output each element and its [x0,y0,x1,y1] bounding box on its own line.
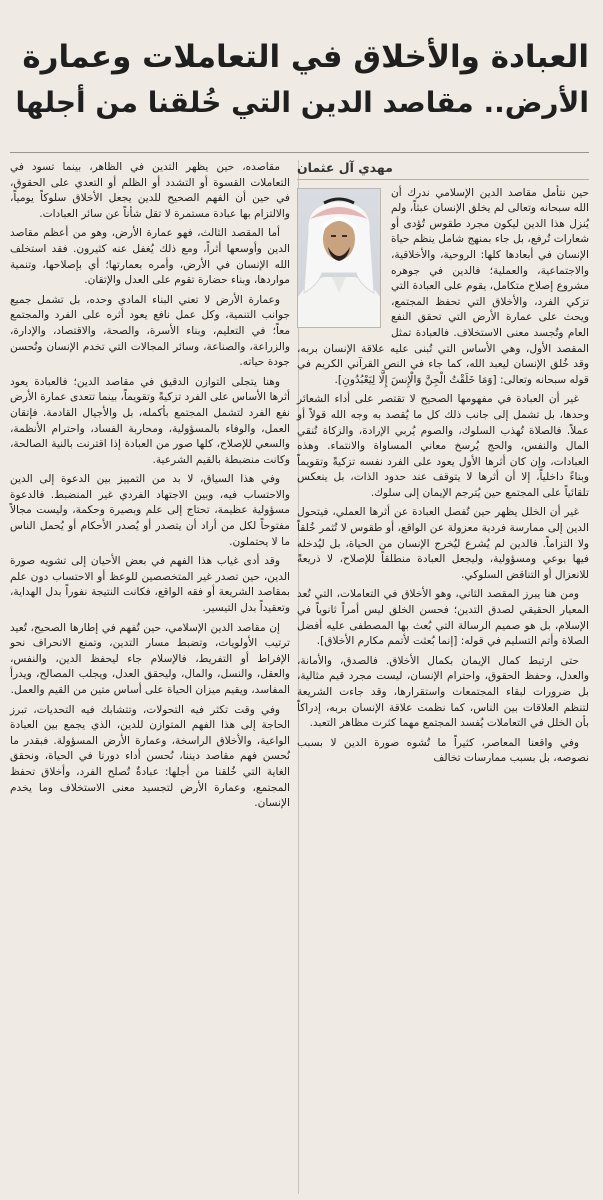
left-column [10,160,290,816]
paragraph: وفي وقت تكثر فيه التحولات، وتتشابك فيه التحديات، تبرز الحاجة إلى هذا الفهم المتوازن للدين، الذي يجمع بين العبادة الواعية، والأخلاق الراسخة، وعمارة الأرض المسؤولة. فبقدر ما نُحسن فهم مقاصد ديننا، نُحسن أداء دورنا في الحياة، ونحقق الغاية التي خُلقنا من أجلها: عبادةٌ تُصلح الفرد، وأخلاق تحفظ المجتمع، وعمارة الأرض لتجسيد معنى الاستخلاف وما يخدم الإنسان. [10,703,290,810]
paragraph: أما المقصد الثالث، فهو عمارة الأرض، وهو من أعظم مقاصد الدين وأوسعها أثراً، ومع ذلك يُغفل عنه كثيرون. فقد استخلف الله الإنسان في الأرض، وأمره بعمارتها؛ أي بإصلاحها، وتنمية مواردها، وبناء حضارة تقوم على العدل والإتقان. [10,227,290,287]
paragraph: حين نتأمل مقاصد الدين الإسلامي ندرك أن الله سبحانه وتعالى لم يخلق الإنسان عبثاً، ولم يُنزل هذا الدين ليكون مجرد طقوس تُؤدى أو شعارات تُرفع، بل جاء بمنهج شامل ينظم حياة الإنسان في أبعادها كلها: الروحية، والأخلاقية، والاجتماعية، والعملية؛ فالدين في جوهره مشروع إصلاح متكامل، يقوم على العبادة التي تزكي الفرد، والأخلاق التي تحفظ المجتمع، ويحث على عمارة الأرض التي تحقق النفع العام وتُجسد معنى الاستخلاف. فالعبادة تمثل المقصد الأول، وهي الأساس التي تُبنى عليه علاقة الإنسان بربه، وقد خُلق الإنسان ليعبد الله، كما جاء في النص القرآني الكريم في قوله سبحانه وتعالى: [وَمَا خَلَقْتُ الْجِنَّ وَالْإِنسَ إِلَّا لِيَعْبُدُونِ]. [297,186,589,386]
headline-line-2: الأرض.. مقاصد الدين التي خُلقنا من أجلها [15,86,589,119]
paragraph: وهنا يتجلى التوازن الدقيق في مقاصد الدين؛ فالعبادة يعود أثرها الأساس على الفرد تزكيةً وتقويماً، بينما تتعدى عمارة الأرض نفع الفرد لتشمل المجتمع بأكمله، بل والأجيال القادمة. فإتقان العمل، والوفاء بالمسؤولية، ومحاربة الفساد، واحترام الأنظمة، والسعي للإصلاح، كلها صور من العبادة إذا اقترنت بالنية الصالحة، وكانت منضبطة بالقيم الشرعية. [9,375,290,466]
paragraph: مقاصده، حين يظهر التدين في الظاهر، بينما تسود في التعاملات القسوة أو التشدد أو الظلم أو التعدي على الحقوق، في حين أن الفهم الصحيح للدين يجعل الأخلاق سلوكاً يومياً، والالتزام بها عبادة مستمرة لا تقل شأناً عن سائر العبادات. [10,161,290,220]
headline [14,34,589,126]
author-portrait-icon [298,189,380,327]
headline-divider [10,152,589,153]
paragraph: وقد أدى غياب هذا الفهم في بعض الأحيان إلى تشويه صورة الدين، حين تصدر غير المتخصصين للوعظ أو الاحتساب دون علم بمقاصد الشريعة أو فقه الواقع، فكانت النتيجة نفوراً بدل الهداية، وتعقيداً بدل التيسير. [10,555,290,615]
author-byline: مهدي آل عثمان [297,160,589,180]
paragraph: غير أن الخلل يظهر حين تُفصل العبادة عن أثرها العملي، فيتحول الدين إلى ممارسة فردية معزولة عن الواقع، أو طقوس لا تُثمر خُلقاً ولا التزاماً. فالدين لم يُشرع ليُخرج الإنسان من الحياة، بل ليُدخله فيها بوعي ومسؤولية، وليجعل العبادة منطلقاً للإصلاح، لا ذريعةً للانعزال أو التناقض السلوكي. [297,506,589,581]
author-photo [297,188,381,328]
paragraph: ومن هنا يبرز المقصد الثاني، وهو الأخلاق في التعاملات، التي تُعد المعيار الحقيقي لصدق التدين؛ فحسن الخلق ليس أمراً ثانوياً في الإسلام، بل هو صميم الرسالة التي بُعث بها المصطفى عليه أفضل الصلاة وأتم التسليم في قوله: [إنما بُعثت لأتمم مكارم الأخلاق]. [297,588,589,648]
paragraph: غير أن العبادة في مفهومها الصحيح لا تقتصر على أداء الشعائر وحدها، بل تشمل إلى جانب ذلك كل ما يُقصد به وجه الله قولاً أو عملاً. فالصلاة تُهذب السلوك، والصوم يُربي الإرادة، والزكاة تُنقي المال والنفس، والحج يُرسخ معاني المساواة والانتماء. وهذه العبادات، وإن كان أثرها الأول يعود على الفرد نفسه تزكيةً وتقويماً وبناءً داخلياً، إلا أن أثرها لا يتوقف عند حدود الذات، بل ينعكس تلقائياً على المجتمع حين يُترجم الإيمان إلى سلوك. [297,393,589,499]
paragraph: وعمارة الأرض لا تعني البناء المادي وحده، بل تشمل جميع جوانب التنمية، وكل عمل نافع يعود أثره على الفرد والمجتمع معاً؛ في التعليم، وبناء الأسرة، والصحة، والاقتصاد، والإدارة، والزراعة، والصناعة، وسائر المجالات التي تخدم الإنسان وتُحسن جودة حياته. [10,293,290,369]
paragraph: حتى ارتبط كمال الإيمان بكمال الأخلاق. فالصدق، والأمانة، والعدل، وحفظ الحقوق، واحترام الإنسان، ليست مجرد قيم مثالية، بل ضرورات لبقاء المجتمعات واستقرارها، وقد جاءت الشريعة لتنظم العلاقات بين الناس، كما نظمت علاقة الإنسان بربه، إدراكاً بأن الخلل في التعاملات يُفسد المجتمع مهما كثرت مظاهر التعبد. [297,654,589,730]
headline-line-1: العبادة والأخلاق في التعاملات وعمارة [22,39,589,75]
right-column [297,160,589,771]
paragraph: وفي واقعنا المعاصر، كثيراً ما تُشوه صورة الدين لا بسبب نصوصه، بل بسبب ممارسات تخالف [297,736,589,765]
paragraph: إن مقاصد الدين الإسلامي، حين تُفهم في إطارها الصحيح، تُعيد ترتيب الأولويات، وتضبط مسار التدين، وتمنع الانحراف نحو الإفراط أو التفريط، فالإسلام جاء ليحفظ الدين، والنفس، والعقل، والنسل، والمال، وليحقق العدل، ويجلب المصالح، ويدرأ المفاسد، ويقيم ميزان الحياة على أساس متين من القيم والعمل. [10,621,290,696]
paragraph: وفي هذا السياق، لا بد من التمييز بين الدعوة إلى الدين والاحتساب فيه، وبين الاجتهاد الفردي غير المنضبط. فالدعوة مسؤولية عظيمة، تحتاج إلى علم وبصيرة وحكمة، وليست مجالاً مفتوحاً لكل من أراد أن يتصدر أو يُصدر الأحكام أو يُحمل الناس ما لا يحتملون. [10,473,290,548]
